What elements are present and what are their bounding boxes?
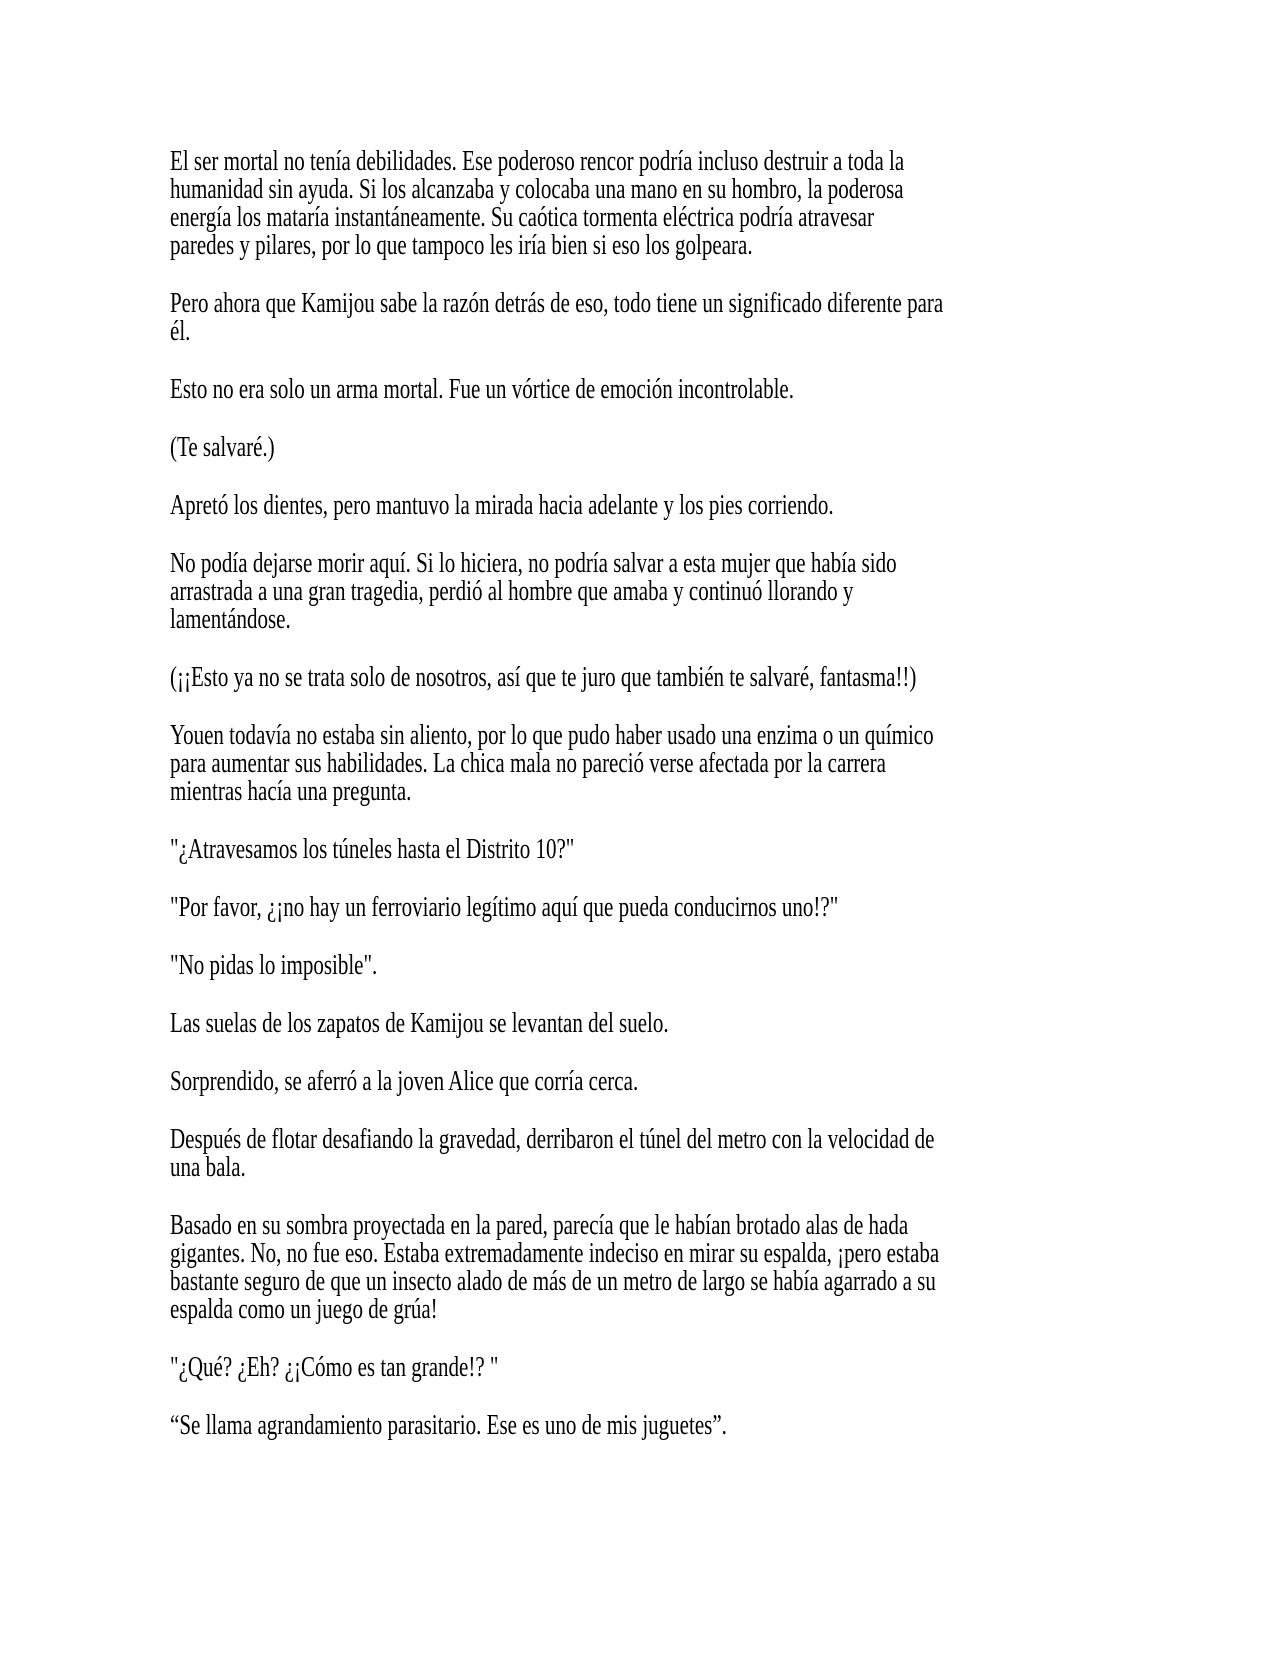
paragraph [170, 894, 1108, 922]
text-line: Pero ahora que Kamijou sabe la razón detrás de eso, todo tiene un significado diferente para [170, 288, 944, 319]
text-line: Basado en su sombra proyectada en la pared, parecía que le habían brotado alas de hada [170, 1210, 909, 1241]
paragraph [170, 1068, 1108, 1096]
paragraph [170, 664, 1108, 692]
text-line: Sorprendido, se aferró a la joven Alice que corría cerca. [170, 1066, 639, 1097]
paragraph [170, 952, 1108, 980]
text-line: "¿Atravesamos los túneles hasta el Distrito 10?" [170, 834, 575, 865]
text-line: gigantes. No, no fue eso. Estaba extremadamente indeciso en mirar su espalda, ¡pero estaba [170, 1238, 940, 1269]
text-line: energía los mataría instantáneamente. Su caótica tormenta eléctrica podría atravesar [170, 202, 874, 233]
paragraph [170, 550, 1108, 634]
text-line: El ser mortal no tenía debilidades. Ese poderoso rencor podría incluso destruir a toda la [170, 146, 905, 177]
text-line: "Por favor, ¿¡no hay un ferroviario legítimo aquí que pueda conducirnos uno!?" [170, 892, 839, 923]
text-line: él. [170, 316, 191, 347]
paragraph [170, 1010, 1108, 1038]
text-line: humanidad sin ayuda. Si los alcanzaba y colocaba una mano en su hombro, la poderosa [170, 174, 904, 205]
text-line: una bala. [170, 1152, 246, 1183]
paragraph [170, 376, 1108, 404]
paragraph [170, 492, 1108, 520]
text-line: Esto no era solo un arma mortal. Fue un vórtice de emoción incontrolable. [170, 374, 794, 405]
text-line: "¿Qué? ¿Eh? ¿¡Cómo es tan grande!? " [170, 1352, 499, 1383]
text-line: espalda como un juego de grúa! [170, 1294, 438, 1325]
text-line: arrastrada a una gran tragedia, perdió al hombre que amaba y continuó llorando y [170, 576, 854, 607]
paragraph [170, 836, 1108, 864]
text-line: paredes y pilares, por lo que tampoco les iría bien si eso los golpeara. [170, 230, 753, 261]
text-line: No podía dejarse morir aquí. Si lo hiciera, no podría salvar a esta mujer que había sido [170, 548, 897, 579]
text-line: para aumentar sus habilidades. La chica mala no pareció verse afectada por la carrera [170, 748, 886, 779]
text-line: lamentándose. [170, 604, 291, 635]
text-line: “Se llama agrandamiento parasitario. Ese es uno de mis juguetes”. [170, 1410, 727, 1441]
text-line: "No pidas lo imposible". [170, 950, 378, 981]
text-line: Las suelas de los zapatos de Kamijou se levantan del suelo. [170, 1008, 669, 1039]
text-line: (¡¡Esto ya no se trata solo de nosotros, así que te juro que también te salvaré, fantasma!!) [170, 662, 917, 693]
paragraph [170, 1212, 1108, 1324]
paragraph [170, 290, 1108, 346]
text-line: mientras hacía una pregunta. [170, 776, 412, 807]
paragraph [170, 722, 1108, 806]
paragraph [170, 148, 1108, 260]
paragraph [170, 1354, 1108, 1382]
text-line: Apretó los dientes, pero mantuvo la mirada hacia adelante y los pies corriendo. [170, 490, 834, 521]
paragraph [170, 434, 1108, 462]
text-line: bastante seguro de que un insecto alado de más de un metro de largo se había agarrado a su [170, 1266, 936, 1297]
paragraph [170, 1126, 1108, 1182]
document-text-block [170, 148, 1108, 1440]
text-line: Youen todavía no estaba sin aliento, por lo que pudo haber usado una enzima o un químico [170, 720, 934, 751]
text-line: Después de flotar desafiando la gravedad, derribaron el túnel del metro con la velocidad de [170, 1124, 935, 1155]
text-line: (Te salvaré.) [170, 432, 275, 463]
paragraph [170, 1412, 1108, 1440]
